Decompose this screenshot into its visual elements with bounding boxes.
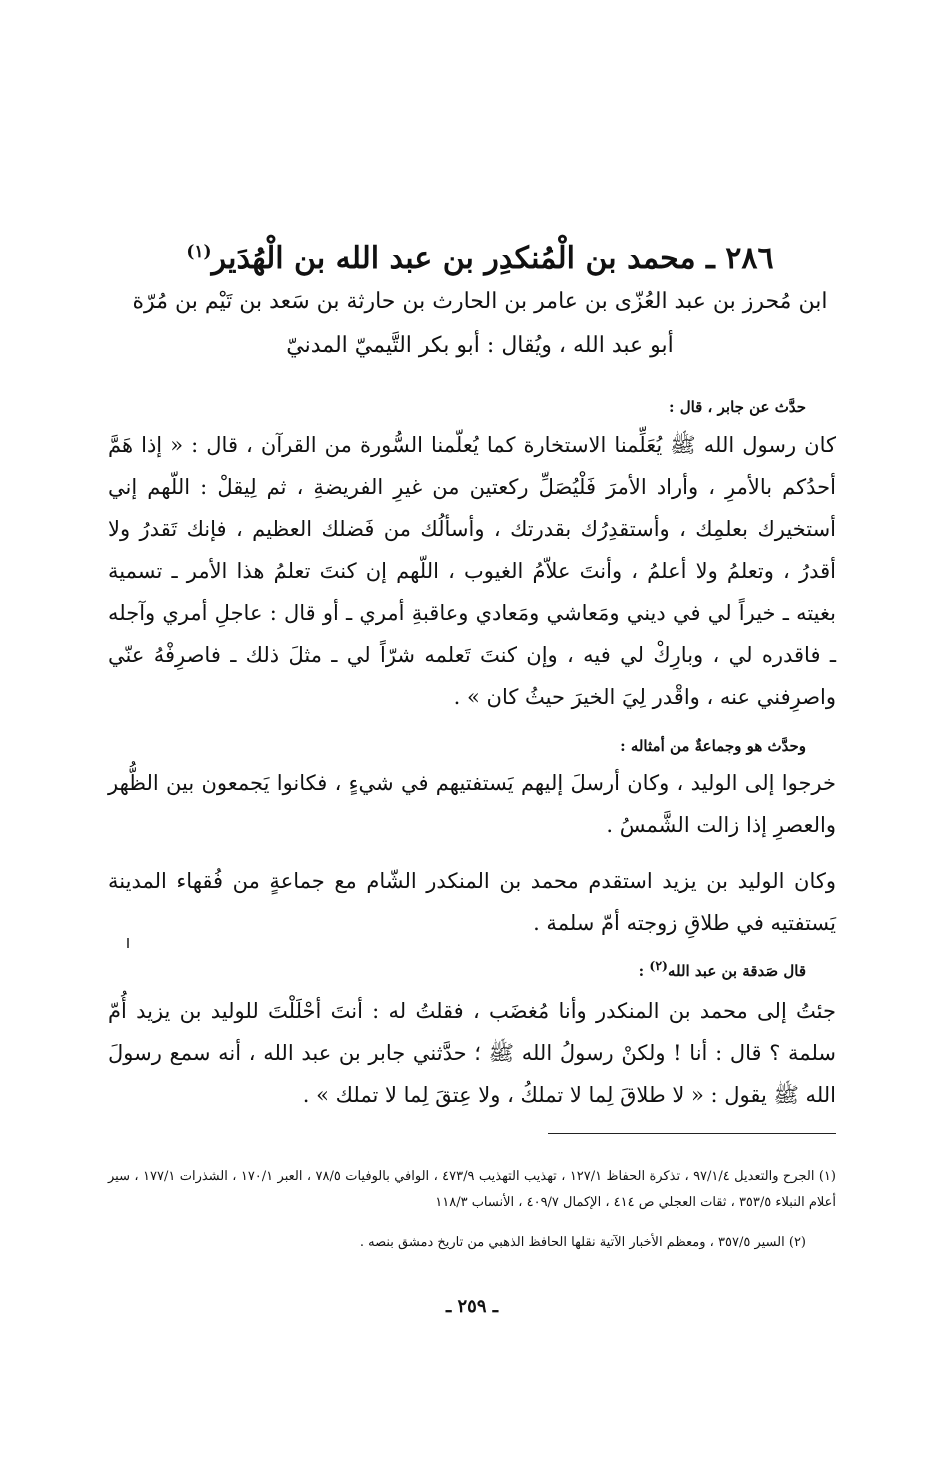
paragraph-istikhara-hadith: كان رسول الله ﷺ يُعَلِّمنا الاستخارة كما يُعلّمنا السُّورة من القرآن ، قال : « إذا هَمَّ أحدُكم بالأمرِ ، وأراد الأمرَ فَلْيُصَلِّ ركعتين من غيرِ الفريضةِ ، ثم لِيقلْ : اللّهم إني أستخيرك بعلمِك ، وأستقدِرُك بقدرتك ، وأسألُك من فَضلك العظيم ، فإنك تَقدرُ ولا أقدرُ ، وتعلمُ ولا أعلمُ ، وأنتَ علاّمُ الغيوب ، اللّهم إن كنتَ تعلمُ هذا الأمر ـ تسمية بغيته ـ خيراً لي في ديني ومَعاشي ومَعادي وعاقبةِ أمري ـ أو قال : عاجلِ أمري وآجله ـ فاقدره لي ، وبارِكْ لي فيه ، وإن كنتَ تَعلمه شرّاً لي ـ مثلَ ذلك ـ فاصرِفْهُ عنّي واصرِفني عنه ، واقْدر لِيَ الخيرَ حيثُ كان » . <box>108 433 836 709</box>
footnote-1: (١) الجرح والتعديل ٩٧/١/٤ ، تذكرة الحفاظ ١٢٧/١ ، تهذيب التهذيب ٤٧٣/٩ ، الوافي بالوفيات ٧٨/٥ ، العبر ١٧٠/١ ، الشذرات ١٧٧/١ ، سير أعلام النبلاء ٣٥٣/٥ ، ثقات العجلي ص ٤١٤ ، الإكمال ٤٠٩/٧ ، الأنساب ١١٨/٣ <box>108 1169 836 1210</box>
paragraph-prayer-combining: خرجوا إلى الوليد ، وكان أرسلَ إليهم يَستفتيهم في شيءٍ ، فكانوا يَجمعون بين الظُّهر والعصرِ إذا زالت الشَّمسُ . <box>108 771 836 837</box>
intro-3-text: قال صَدقة بن عبد الله <box>667 962 806 980</box>
intro-3-footnote-ref: (٢) <box>649 958 668 973</box>
paragraph-walid-summons: وكان الوليد بن يزيد استقدم محمد بن المنكدر الشّام مع جماعةٍ من فُقهاء المدينة يَستفتيه في طلاقِ زوجته أمّ سلمة . <box>108 869 836 935</box>
biography-heading <box>120 232 840 279</box>
page-number: ـ ٢٥٩ ـ <box>445 1296 499 1317</box>
heading-text: ٢٨٦ ـ محمد بن الْمُنكدِر بن عبد الله بن الْهُدَير <box>211 241 774 276</box>
intro-3-colon: : <box>638 962 650 980</box>
heading-footnote-ref: (١) <box>186 242 212 262</box>
margin-mark <box>127 938 129 948</box>
paragraph-sadaqa-narration: جئتُ إلى محمد بن المنكدر وأنا مُغضَب ، فقلتُ له : أنتَ أحْلَلْتَ للوليد بن يزيد أُمّ سلمة ؟ قال : أنا ! ولكنْ رسولُ الله ﷺ ؛ حدَّثني جابر بن عبد الله ، أنه سمع رسولَ الله ﷺ يقول : « لا طلاقَ لِما لا تملكُ ، ولا عِتقَ لِما لا تملك » . <box>108 999 836 1107</box>
footnote-separator <box>548 1133 836 1134</box>
lineage-line-2: أبو عبد الله ، ويُقال : أبو بكر التَّيميّ المدنيّ <box>286 333 674 358</box>
footnote-2: (٢) السير ٣٥٧/٥ ، ومعظم الأخبار الآتية نقلها الحافظ الذهبي من تاريخ دمشق بنصه . <box>359 1235 806 1250</box>
section-intro-1: حدَّث عن جابر ، قال : <box>668 398 806 416</box>
lineage-line-1: ابن مُحرز بن عبد العُزّى بن عامر بن الحارث بن حارثة بن سَعد بن تَيْم بن مُرّة <box>132 289 828 314</box>
section-intro-2: وحدَّث هو وجماعةٌ من أمثاله : <box>620 737 806 755</box>
section-intro-3 <box>639 958 806 980</box>
